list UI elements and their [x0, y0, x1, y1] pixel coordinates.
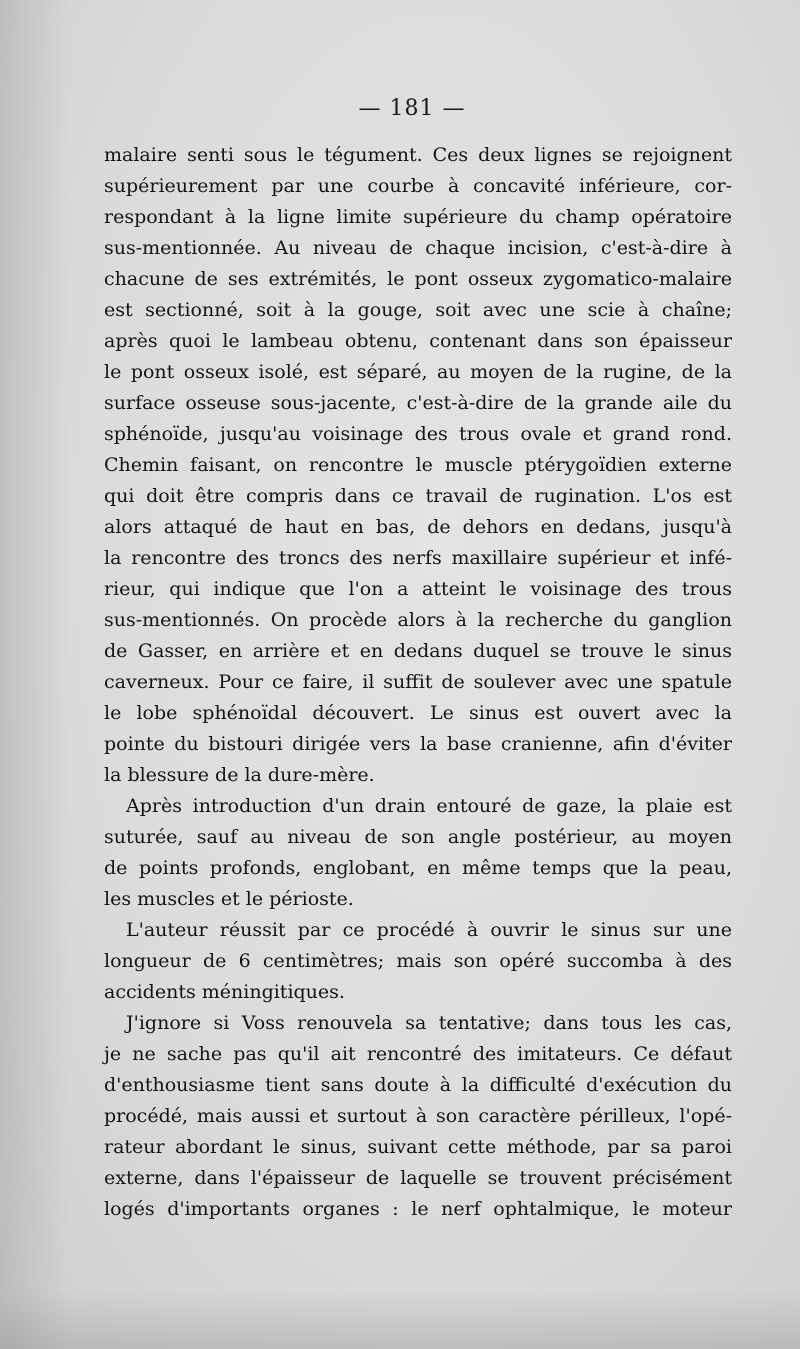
text-line: rieur, qui indique que l'on a atteint le voisinage des trous — [104, 578, 732, 600]
text-line: L'auteur réussit par ce procédé à ouvrir le sinus sur une — [126, 919, 732, 941]
text-line: sphénoïde, jusqu'au voisinage des trous ovale et grand rond. — [104, 423, 732, 445]
text-line: Après introduction d'un drain entouré de gaze, la plaie est — [126, 795, 732, 817]
text-line: sus-mentionnés. On procède alors à la recherche du ganglion — [104, 609, 732, 631]
text-line: qui doit être compris dans ce travail de rugination. L'os est — [104, 485, 732, 507]
text-line: rateur abordant le sinus, suivant cette méthode, par sa paroi — [104, 1136, 732, 1158]
text-line: accidents méningitiques. — [104, 981, 345, 1003]
text-line: Chemin faisant, on rencontre le muscle ptérygoïdien externe — [104, 454, 732, 476]
text-line: de Gasser, en arrière et en dedans duquel se trouve le sinus — [104, 640, 732, 662]
text-line: logés d'importants organes : le nerf ophtalmique, le moteur — [104, 1198, 732, 1220]
text-line: je ne sache pas qu'il ait rencontré des imitateurs. Ce défaut — [104, 1043, 732, 1065]
text-line: le pont osseux isolé, est séparé, au moyen de la rugine, de la — [104, 361, 732, 383]
text-line: supérieurement par une courbe à concavité inférieure, cor- — [104, 175, 732, 197]
text-line: alors attaqué de haut en bas, de dehors en dedans, jusqu'à — [104, 516, 732, 538]
page-shadow-left — [0, 0, 70, 1349]
page-shadow-bottom — [0, 1289, 800, 1349]
text-line: externe, dans l'épaisseur de laquelle se trouvent précisément — [104, 1167, 732, 1189]
text-line: la rencontre des troncs des nerfs maxillaire supérieur et infé- — [104, 547, 732, 569]
body-text — [104, 140, 732, 1225]
text-line: de points profonds, englobant, en même temps que la peau, — [104, 857, 732, 879]
text-line: les muscles et le périoste. — [104, 888, 354, 910]
text-line: après quoi le lambeau obtenu, contenant dans son épaisseur — [104, 330, 732, 352]
text-line: malaire senti sous le tégument. Ces deux lignes se rejoignent — [104, 144, 732, 166]
text-line: surface osseuse sous-jacente, c'est-à-dire de la grande aile du — [104, 392, 732, 414]
text-line: la blessure de la dure-mère. — [104, 764, 375, 786]
text-line: procédé, mais aussi et surtout à son caractère périlleux, l'opé- — [104, 1105, 732, 1127]
text-line: respondant à la ligne limite supérieure du champ opératoire — [104, 206, 732, 228]
text-line: J'ignore si Voss renouvela sa tentative; dans tous les cas, — [126, 1012, 732, 1034]
text-line: longueur de 6 centimètres; mais son opéré succomba à des — [104, 950, 732, 972]
text-line: suturée, sauf au niveau de son angle postérieur, au moyen — [104, 826, 732, 848]
text-line: sus-mentionnée. Au niveau de chaque incision, c'est-à-dire à — [104, 237, 732, 259]
text-line: d'enthousiasme tient sans doute à la difficulté d'exécution du — [104, 1074, 732, 1096]
text-line: est sectionné, soit à la gouge, soit avec une scie à chaîne; — [104, 299, 732, 321]
page-number: — 181 — — [358, 96, 466, 121]
text-line: le lobe sphénoïdal découvert. Le sinus est ouvert avec la — [104, 702, 732, 724]
text-line: chacune de ses extrémités, le pont osseux zygomatico-malaire — [104, 268, 732, 290]
text-line: pointe du bistouri dirigée vers la base cranienne, afin d'éviter — [104, 733, 732, 755]
text-line: caverneux. Pour ce faire, il suffit de soulever avec une spatule — [104, 671, 732, 693]
